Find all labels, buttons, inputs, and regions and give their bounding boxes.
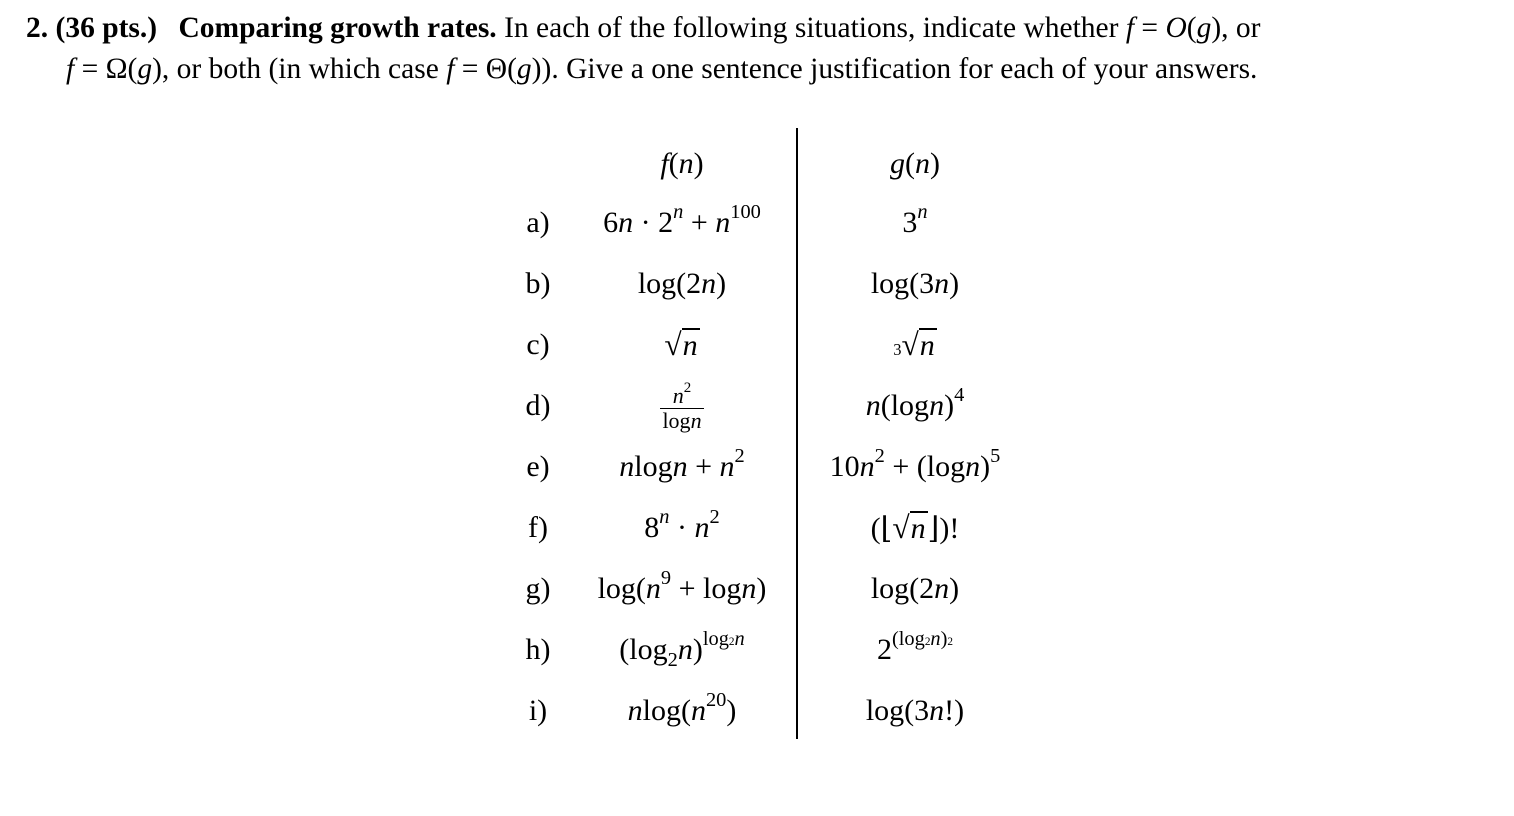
header-g: g(n) [890,147,940,180]
problem-topic: Comparing growth rates. [178,12,497,44]
sqrt-n: √n [664,327,698,362]
problem-line-2: f = Ω(g), or both (in which case f = Θ(g)). Give a one sentence justification for each of your answers. [66,53,1258,85]
row-b-f: log(2n) [637,267,727,300]
row-d-f [580,375,784,436]
header-f: f(n) [660,147,704,180]
row-e-f: $nlogn + n^2$ [619,444,745,483]
row-label-f: f) [528,511,548,544]
row-label-d: d) [525,389,551,422]
cbrt-n: 3√n [893,327,935,362]
table-divider [796,128,798,739]
row-label-a: a) [526,206,550,239]
math-f-eq-Omega-g: f [66,53,75,85]
row-d-g: $n(\log n)^4$ [865,383,965,422]
row-i-g: log(3n!) [865,694,965,727]
row-i-f: $nlog(n^{20})$ [627,688,737,727]
math-f-eq-Theta-g: f [446,53,455,85]
row-b-g: log(3n) [870,267,960,300]
row-label-e: e) [526,450,550,483]
problem-justification: ). Give a one sentence justification for each of your answers. [541,53,1258,85]
row-a-g: 3$^n$ [902,200,928,239]
row-label-h: h) [525,633,551,666]
problem-points: (36 pts.) [55,12,158,44]
problem-line-1: 2. (36 pts.) Comparing growth rates. In each of the following situations, indicate whether f = O(g), or [26,12,1261,44]
problem-statement [26,8,1496,90]
row-f-g: (⌊√n⌋)! [800,497,1030,558]
row-h-g: $2^{(log2n)2}$ [876,627,954,666]
row-label-b: b) [525,267,551,300]
row-g-g: log(2n) [870,572,960,605]
row-g-f: $\log(n^9 + \log n)$ [597,566,767,605]
row-f-f: $8^n \cdot n^2$ [644,505,720,544]
row-c-f [580,314,784,375]
row-h-f: $(\log_2n)^{log2n}$ [619,627,745,671]
row-label-c: c) [526,328,550,361]
row-a-f: $6n \cdot 2^n + n^{100}$ [603,200,761,239]
math-O: O [1165,12,1187,44]
row-e-g: $10n^2 + (\log n)^5$ [829,444,1001,483]
problem-or-both: , or both (in which case [161,53,439,85]
problem-number: 2. [26,12,49,44]
line1-end: , or [1221,12,1261,44]
fraction-n2-over-logn: $\frac{n^2}{\log n}$ [662,380,702,433]
row-label-g: g) [525,572,551,605]
problem-instruction: In each of the following situations, indicate whether [504,12,1119,44]
row-label-i: i) [528,694,548,727]
row-c-g [800,314,1030,375]
math-f-eq-O-g: f [1125,12,1135,44]
floor-sqrt-n: √n [892,510,926,545]
